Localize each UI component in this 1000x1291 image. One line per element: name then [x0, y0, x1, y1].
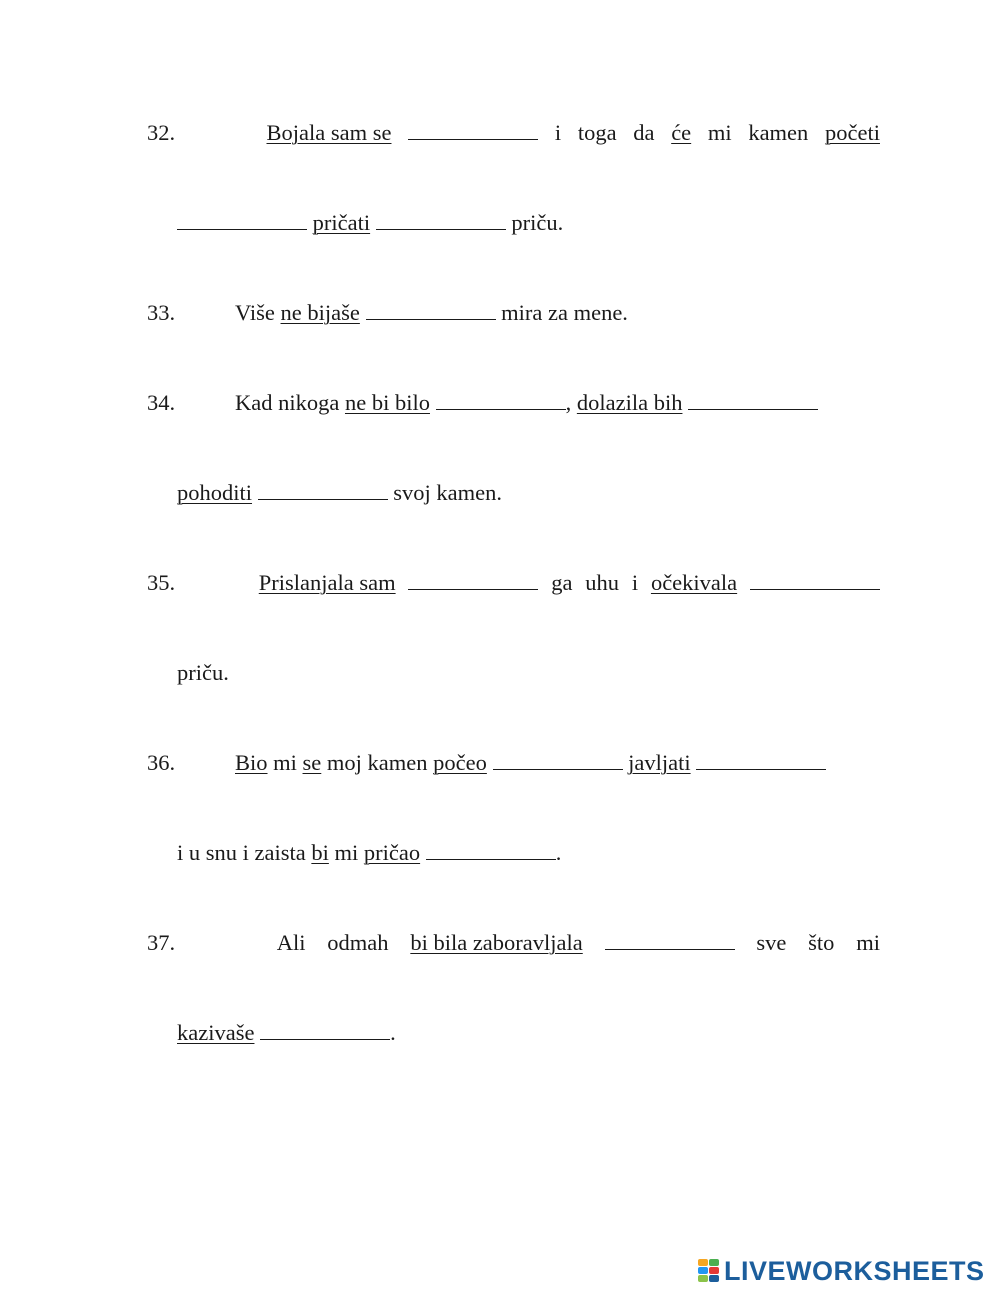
word: Više — [235, 300, 281, 325]
word: da — [633, 120, 655, 145]
item-35-line-2: priču. — [177, 660, 229, 685]
underlined-word: početi — [824, 120, 880, 145]
answer-blank[interactable] — [177, 209, 307, 230]
liveworksheets-footer — [698, 1255, 985, 1287]
word: . — [390, 1020, 396, 1045]
answer-blank[interactable] — [750, 569, 880, 590]
underlined-word: se — [302, 750, 322, 775]
item-35-line-1 — [147, 569, 880, 597]
underlined-word: pričao — [363, 840, 421, 865]
underlined-word: kazivaše — [177, 1020, 255, 1045]
item-32-line-2 — [177, 209, 563, 237]
underlined-word: očekivala — [650, 570, 738, 595]
answer-blank[interactable] — [493, 749, 623, 770]
item-number: 34. — [147, 390, 176, 415]
answer-blank[interactable] — [408, 569, 538, 590]
word: ga — [551, 570, 573, 595]
underlined-word: javljati — [628, 750, 691, 775]
brand-name: LIVEWORKSHEETS — [724, 1255, 985, 1286]
word: sve — [756, 930, 787, 955]
underlined-phrase: ne bijaše — [280, 300, 360, 325]
item-number: 36. — [147, 750, 176, 775]
underlined-word: Bio — [235, 750, 268, 775]
word: . — [555, 840, 562, 865]
underlined-phrase: Bojala sam se — [266, 120, 392, 145]
item-32-line-1 — [147, 119, 880, 147]
word: , — [565, 390, 577, 415]
word: kamen — [748, 120, 809, 145]
word: mi — [267, 750, 303, 775]
word: i — [554, 120, 562, 145]
item-34-line-2 — [177, 479, 502, 507]
underlined-word: pohoditi — [177, 480, 253, 505]
word: priču. — [511, 210, 564, 235]
word: odmah — [327, 930, 389, 955]
underlined-phrase: ne bi bilo — [344, 390, 430, 415]
word: Kad nikoga — [235, 390, 345, 415]
answer-blank[interactable] — [258, 479, 388, 500]
answer-blank[interactable] — [260, 1019, 390, 1040]
item-36-line-2 — [177, 839, 561, 867]
item-33-line-1 — [235, 299, 628, 327]
answer-blank[interactable] — [408, 119, 538, 140]
item-37-line-1 — [147, 929, 880, 957]
answer-blank[interactable] — [426, 839, 556, 860]
answer-blank[interactable] — [436, 389, 566, 410]
underlined-phrase: dolazila bih — [576, 390, 683, 415]
underlined-word: će — [671, 120, 692, 145]
word: i u snu i zaista — [177, 840, 312, 865]
word: mi — [328, 840, 364, 865]
item-number: 32. — [147, 120, 176, 145]
underlined-phrase: Prislanjala sam — [258, 570, 396, 595]
word: moj kamen — [321, 750, 434, 775]
item-number: 33. — [147, 300, 176, 325]
item-number: 35. — [147, 570, 176, 595]
answer-blank[interactable] — [688, 389, 818, 410]
word: što — [808, 930, 835, 955]
answer-blank[interactable] — [376, 209, 506, 230]
word: toga — [577, 120, 617, 145]
underlined-word: počeo — [433, 750, 487, 775]
underlined-phrase: bi bila zaboravljala — [410, 930, 583, 955]
answer-blank[interactable] — [605, 929, 735, 950]
word: uhu — [585, 570, 620, 595]
word: mira za mene. — [501, 300, 628, 325]
item-number: 37. — [147, 930, 176, 955]
liveworksheets-logo-icon — [698, 1258, 720, 1284]
word: svoj kamen. — [393, 480, 502, 505]
word: mi — [707, 120, 732, 145]
answer-blank[interactable] — [366, 299, 496, 320]
word: mi — [856, 930, 880, 955]
underlined-word: pričati — [312, 210, 371, 235]
word: Ali — [276, 930, 306, 955]
item-34-line-1 — [235, 389, 818, 417]
word: i — [631, 570, 639, 595]
item-37-line-2 — [177, 1019, 396, 1047]
item-36-line-1 — [235, 749, 826, 777]
answer-blank[interactable] — [696, 749, 826, 770]
underlined-word: bi — [311, 840, 329, 865]
